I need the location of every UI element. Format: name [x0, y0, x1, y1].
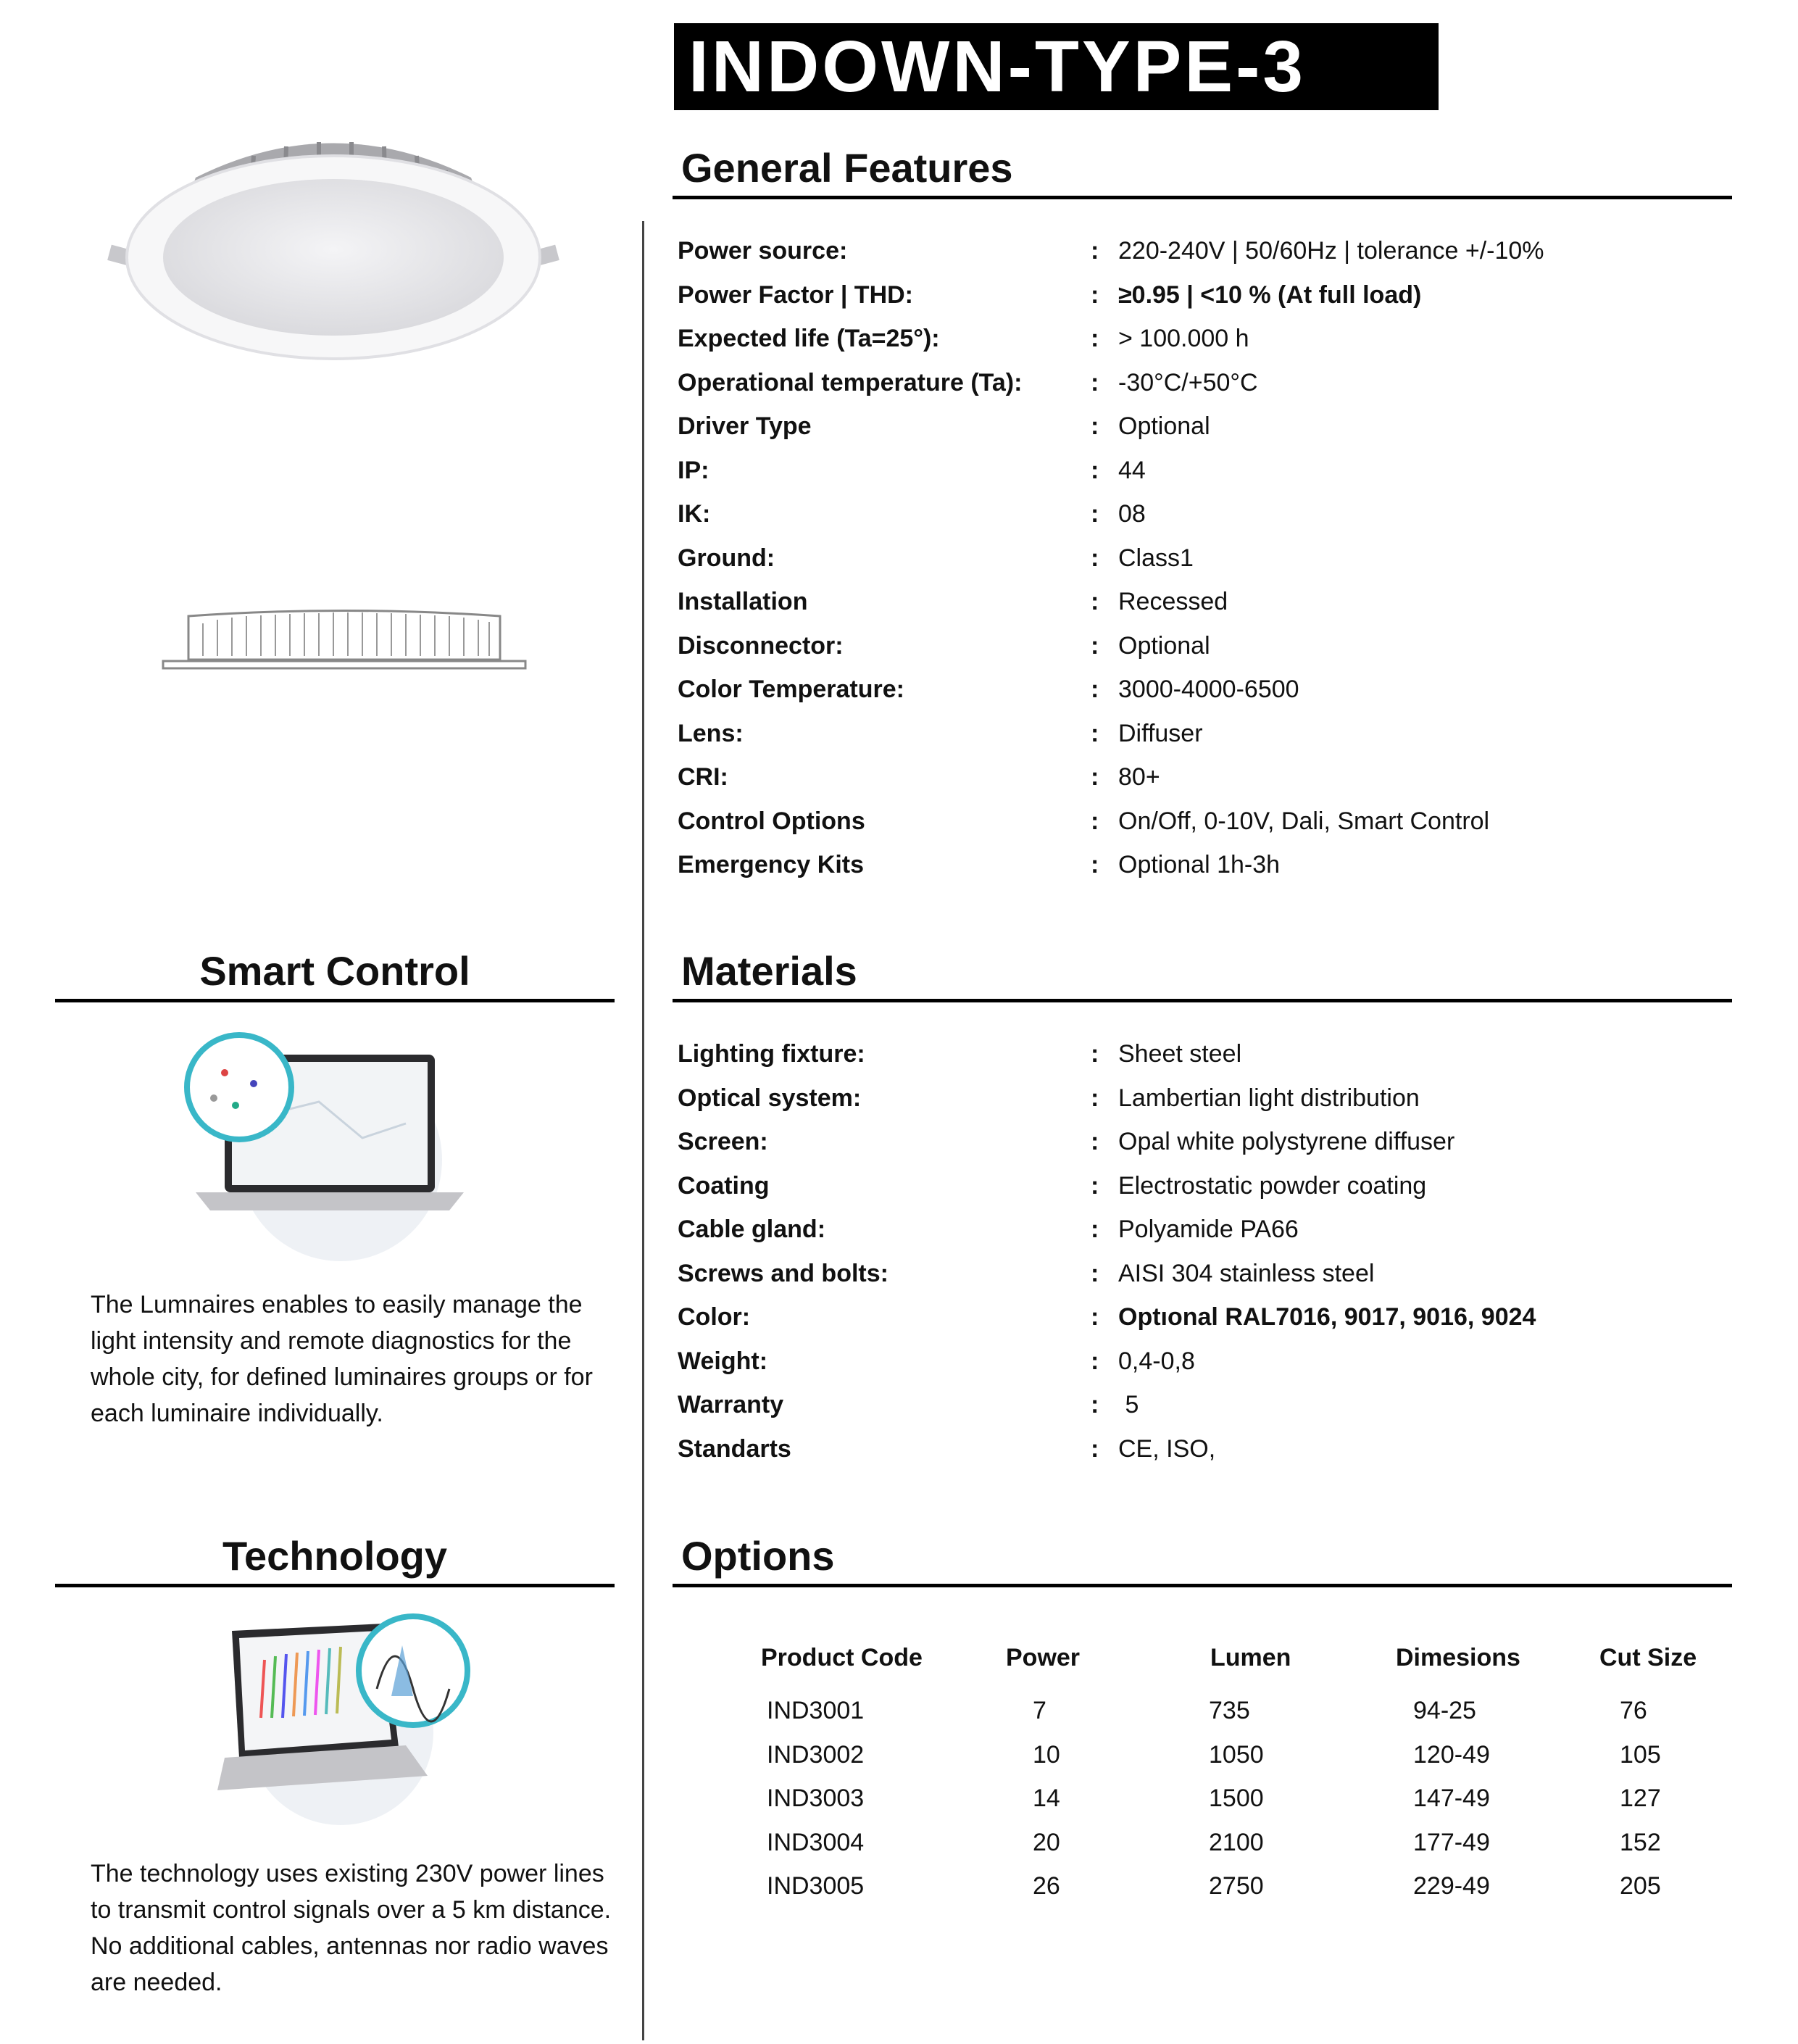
materials-label: Color: [678, 1303, 751, 1331]
materials-colon: : [1091, 1084, 1099, 1112]
general-value: 44 [1118, 456, 1146, 484]
general-value: Diffuser [1118, 719, 1203, 747]
general-row [678, 361, 1736, 404]
options-cell: 105 [1620, 1740, 1661, 1769]
materials-row [678, 1383, 1736, 1426]
options-header-cell: Dimesions [1396, 1644, 1520, 1671]
options-cell: 177-49 [1413, 1828, 1490, 1856]
general-colon: : [1091, 676, 1099, 703]
general-row [678, 755, 1736, 799]
materials-row [678, 1120, 1736, 1163]
materials-value: Optıonal RAL7016, 9017, 9016, 9024 [1118, 1303, 1536, 1331]
general-label: Installation [678, 588, 808, 615]
materials-value: Polyamide PA66 [1118, 1216, 1299, 1243]
options-header-cell: Lumen [1210, 1644, 1291, 1671]
general-row [678, 536, 1736, 580]
options-cell: 152 [1620, 1828, 1661, 1856]
general-row [678, 492, 1736, 536]
general-value: ≥0.95 | <10 % (At full load) [1118, 281, 1422, 309]
options-cell: 735 [1209, 1697, 1250, 1724]
materials-row [678, 1164, 1736, 1208]
options-header-cell: Product Code [761, 1644, 923, 1671]
materials-label: Screws and bolts: [678, 1259, 888, 1287]
materials-value: 5 [1118, 1391, 1139, 1418]
general-label: Disconnector: [678, 631, 844, 660]
options-cell: 229-49 [1413, 1872, 1490, 1900]
general-label: CRI: [678, 763, 728, 791]
general-value: > 100.000 h [1118, 325, 1249, 352]
general-label: Color Temperature: [678, 676, 904, 703]
general-value: -30°C/+50°C [1118, 368, 1258, 396]
general-row [678, 273, 1736, 317]
materials-colon: : [1091, 1171, 1099, 1200]
laptop-map-image [174, 1029, 486, 1268]
materials-colon: : [1091, 1391, 1099, 1418]
general-value: 08 [1118, 500, 1146, 528]
options-cell: IND3002 [767, 1740, 865, 1769]
smart-control-rule [55, 999, 615, 1002]
options-cell: 26 [1033, 1872, 1060, 1900]
general-value: 80+ [1118, 763, 1160, 791]
general-colon: : [1091, 281, 1099, 309]
materials-colon: : [1091, 1128, 1099, 1155]
options-cell: 127 [1620, 1785, 1661, 1812]
general-value: Recessed [1118, 588, 1228, 615]
general-row [678, 712, 1736, 755]
options-cell: 7 [1033, 1697, 1046, 1724]
general-colon: : [1091, 325, 1099, 352]
options-cell: 94-25 [1413, 1697, 1476, 1724]
general-colon: : [1091, 851, 1099, 878]
options-cell: 2750 [1209, 1872, 1264, 1900]
materials-label: Screen: [678, 1128, 768, 1155]
general-value: 220-240V | 50/60Hz | tolerance +/-10% [1118, 237, 1544, 265]
materials-value: 0,4-0,8 [1118, 1347, 1195, 1375]
general-label: Power Factor | THD: [678, 281, 913, 309]
materials-rule [673, 999, 1732, 1002]
materials-colon: : [1091, 1303, 1099, 1331]
materials-label: Cable gland: [678, 1216, 826, 1243]
general-label: Power source: [678, 237, 848, 265]
options-cell: IND3003 [767, 1785, 865, 1812]
general-label: IK: [678, 500, 711, 528]
general-colon: : [1091, 237, 1099, 265]
general-features-heading: General Features [681, 145, 1013, 191]
general-label: Ground: [678, 544, 775, 572]
options-cell: 14 [1033, 1785, 1060, 1812]
general-row [678, 580, 1736, 623]
general-features-rule [673, 196, 1732, 199]
general-row [678, 624, 1736, 668]
materials-row [678, 1252, 1736, 1295]
options-heading: Options [681, 1533, 835, 1579]
options-cell: 1050 [1209, 1740, 1264, 1769]
materials-label: Weight: [678, 1347, 768, 1375]
materials-colon: : [1091, 1347, 1099, 1375]
general-colon: : [1091, 500, 1099, 528]
general-colon: : [1091, 719, 1099, 747]
options-cell: IND3005 [767, 1872, 865, 1900]
general-colon: : [1091, 368, 1099, 396]
options-cell: 10 [1033, 1740, 1060, 1769]
materials-value: Electrostatic powder coating [1118, 1171, 1427, 1200]
materials-colon: : [1091, 1216, 1099, 1243]
materials-colon: : [1091, 1040, 1099, 1068]
product-title: INDOWN-TYPE-3 [688, 26, 1306, 107]
materials-value: AISI 304 stainless steel [1118, 1259, 1375, 1287]
options-cell: 1500 [1209, 1785, 1264, 1812]
general-label: Lens: [678, 719, 744, 747]
general-colon: : [1091, 412, 1099, 440]
general-value: 3000-4000-6500 [1118, 676, 1299, 703]
materials-row [678, 1295, 1736, 1339]
smart-control-description: The Lumnaires enables to easily manage the light intensity and remote diagnostics for the whole city, for defined luminaires groups or for each luminaire individually. [91, 1291, 593, 1427]
options-cell: 76 [1620, 1697, 1647, 1724]
options-cell: 147-49 [1413, 1785, 1490, 1812]
technology-rule [55, 1584, 615, 1587]
general-colon: : [1091, 588, 1099, 615]
general-value: Optional [1118, 631, 1210, 660]
materials-value: Sheet steel [1118, 1040, 1242, 1068]
general-colon: : [1091, 544, 1099, 572]
materials-heading: Materials [681, 948, 857, 994]
side-view-drawing [159, 602, 529, 681]
general-value: Class1 [1118, 544, 1194, 572]
column-divider [642, 221, 644, 2040]
general-row [678, 843, 1736, 886]
general-colon: : [1091, 763, 1099, 791]
general-row [678, 404, 1736, 448]
general-label: Expected life (Ta=25°): [678, 325, 940, 352]
general-row [678, 229, 1736, 273]
general-colon: : [1091, 456, 1099, 484]
materials-value: Lambertian light distribution [1118, 1084, 1420, 1112]
materials-row [678, 1339, 1736, 1383]
smart-control-heading: Smart Control [199, 948, 470, 994]
options-cell: 2100 [1209, 1828, 1264, 1856]
options-header-cell: Power [1006, 1644, 1081, 1671]
materials-label: Lighting fixture: [678, 1040, 865, 1068]
general-row [678, 668, 1736, 711]
materials-row [678, 1032, 1736, 1076]
general-label: Control Options [678, 807, 865, 835]
materials-value: Opal white polystyrene diffuser [1118, 1128, 1455, 1155]
general-label: Operational temperature (Ta): [678, 368, 1023, 396]
options-cell: IND3001 [767, 1697, 865, 1724]
options-cell: 120-49 [1413, 1740, 1490, 1769]
technology-heading: Technology [222, 1533, 448, 1579]
materials-label: Standarts [678, 1434, 791, 1463]
options-cell: 205 [1620, 1872, 1661, 1900]
general-label: Driver Type [678, 412, 812, 440]
general-colon: : [1091, 631, 1099, 660]
general-value: On/Off, 0-10V, Dali, Smart Control [1118, 807, 1490, 835]
materials-row [678, 1076, 1736, 1120]
general-row [678, 449, 1736, 492]
materials-label: Optical system: [678, 1084, 862, 1112]
technology-description: The technology uses existing 230V power lines to transmit control signals over a 5 km distance. No additional cables, antennas nor radio waves are needed. [91, 1860, 612, 1996]
laptop-chart-image [196, 1609, 486, 1827]
options-rule [673, 1584, 1732, 1587]
materials-colon: : [1091, 1259, 1099, 1287]
downlight-photo [101, 109, 565, 362]
general-value: Optional 1h-3h [1118, 851, 1281, 878]
general-value: Optional [1118, 412, 1210, 440]
general-label: IP: [678, 456, 709, 484]
options-header-cell: Cut Size [1599, 1644, 1697, 1671]
materials-colon: : [1091, 1434, 1099, 1463]
options-cell: IND3004 [767, 1828, 865, 1856]
materials-row [678, 1208, 1736, 1251]
general-row [678, 799, 1736, 843]
materials-value: CE, ISO, [1118, 1434, 1216, 1463]
materials-row [678, 1427, 1736, 1471]
general-label: Emergency Kits [678, 851, 864, 878]
options-cell: 20 [1033, 1828, 1060, 1856]
general-row [678, 317, 1736, 360]
materials-label: Warranty [678, 1391, 784, 1418]
general-colon: : [1091, 807, 1099, 835]
materials-label: Coating [678, 1171, 770, 1200]
